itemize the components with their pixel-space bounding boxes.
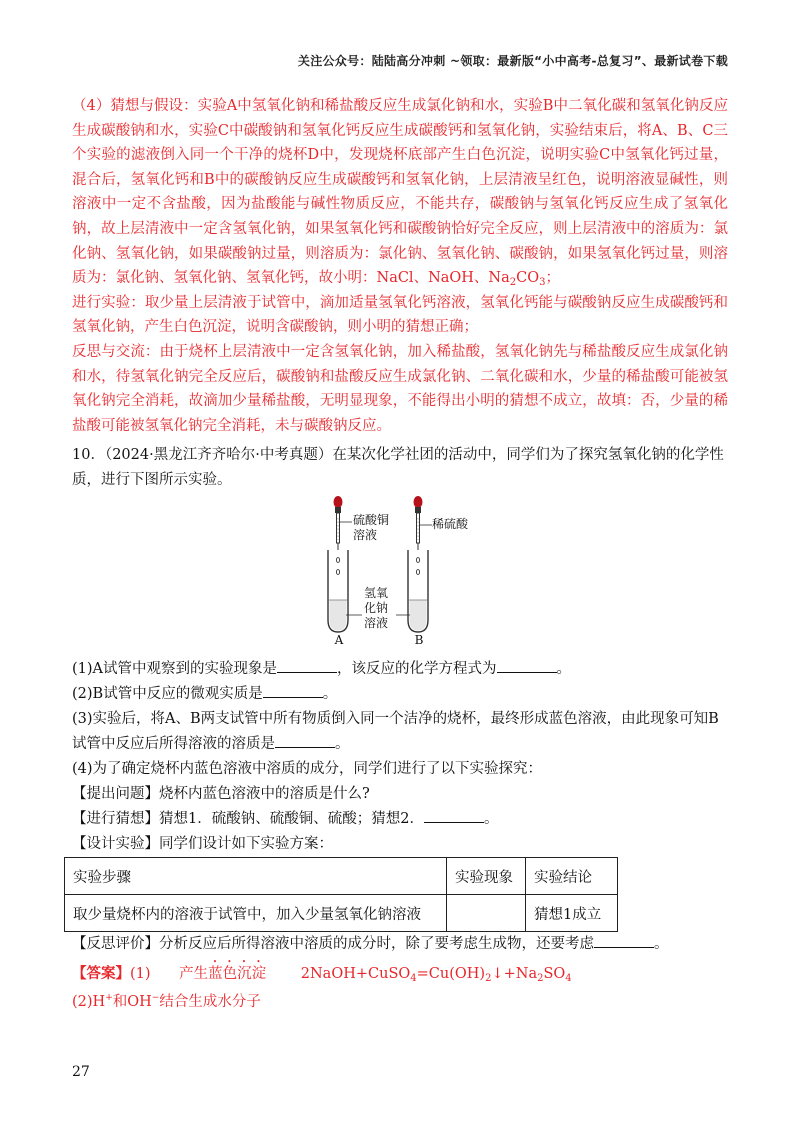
- table-header-row: [65, 858, 618, 895]
- table-header-cell: 实验结论: [526, 858, 618, 895]
- table-header-cell: 实验现象: [447, 858, 526, 895]
- question-10-3: (3)实验后，将A、B两支试管中所有物质倒入同一个洁净的烧杯，最终形成蓝色溶液，由此现象可知B试管中反应后所得溶液的溶质是 。: [72, 711, 719, 752]
- table-cell: 取少量烧杯内的溶液于试管中，加入少量氢氧化钠溶液: [65, 895, 447, 932]
- experiment-text: 进行实验：取少量上层清液于试管中，滴加适量氢氧化钙溶液，氢氧化钙能与碳酸钠反应生成碳酸钙和氢氧化钠，产生白色沉淀，说明含碳酸钠，则小明的猜想正确；: [72, 294, 728, 336]
- page-number: 27: [72, 1064, 90, 1080]
- blank-1b[interactable]: [497, 658, 557, 673]
- design-line: 【设计实验】同学们设计如下实验方案：: [72, 836, 333, 852]
- ask-question: 【提出问题】烧杯内蓝色溶液中的溶质是什么?: [72, 786, 370, 802]
- blank-2[interactable]: [263, 683, 323, 698]
- question-10-4: (4)为了确定烧杯内蓝色溶液中溶质的成分，同学们进行了以下实验探究：: [72, 761, 543, 777]
- blank-guess[interactable]: [424, 808, 484, 823]
- blank-1a[interactable]: [277, 658, 337, 673]
- question-10-1: (1)A试管中观察到的实验现象是 ，该反应的化学方程式为 。: [72, 657, 728, 682]
- table-row: [65, 895, 618, 932]
- answer-line-2: (2)H+和OH−结合生成水分子: [72, 993, 261, 1010]
- question-10-stem: 10．（2024·黑龙江齐齐哈尔·中考真题）在某次化学社团的活动中，同学们为了探究氢氧化钠的化学性质，进行下图所示实验。: [72, 447, 724, 488]
- guess-line: 【进行猜想】猜想1．硫酸钠、硫酸铜、硫酸；猜想2． 。: [72, 807, 728, 832]
- answer-equation: $2NaOH+CuSO_4=Cu(OH)_2↓+Na_2SO_4$: [300, 966, 572, 984]
- blank-3[interactable]: [275, 733, 335, 748]
- experiment-plan-table: [64, 857, 618, 932]
- label-tube-a: A: [334, 633, 344, 647]
- reflection-text: 反思与交流：由于烧杯上层清液中一定含氢氧化钠，加入稀盐酸，氢氧化钠先与稀盐酸反应生成氯化钠和水，待氢氧化钠完全反应后，碳酸钠和盐酸反应生成氯化钠、二氧化碳和水，少量的稀盐酸可能被氢氧化钠完全消耗，故滴加少量稀盐酸，无明显现象，不能得出小明的猜想不成立，故填：否，少量的稀盐酸可能被氢氧化钠完全消耗，未与碳酸钠反应。: [72, 343, 728, 434]
- table-header-cell: 实验步骤: [65, 858, 447, 895]
- evaluation-line: 【反思评价】分析反应后所得溶液中溶质的成分时，除了要考虑生成物，还要考虑 。: [72, 932, 728, 957]
- label-naoh: 氢氧化钠溶液: [363, 586, 388, 630]
- dropper-b-icon: [414, 496, 423, 574]
- dropper-a-icon: [334, 496, 343, 574]
- answer-tag: 【答案】: [72, 965, 130, 982]
- label-h2so4: 稀硫酸: [432, 517, 469, 531]
- test-tube-figure: [310, 490, 469, 650]
- prev-answer-block: [72, 94, 728, 438]
- emphasized-phenomenon: 蓝色沉淀: [208, 966, 267, 982]
- table-cell[interactable]: [447, 895, 526, 932]
- page-header: 关注公众号：陆陆高分冲刺 ~领取：最新版“小中高考-总复习”、最新试卷下载: [297, 54, 728, 68]
- answer-line-1: 【答案】(1) 产生蓝色沉淀 $2NaOH+CuSO_4=Cu(OH)_2↓+Na_2SO_4$: [72, 965, 572, 984]
- question-10-2: (2)B试管中反应的微观实质是 。: [72, 682, 728, 707]
- blank-eval[interactable]: [594, 933, 654, 948]
- hypothesis-text: （4）猜想与假设：实验A中氢氧化钠和稀盐酸反应生成氯化钠和水，实验B中二氧化碳和氢氧化钠反应生成碳酸钠和水，实验C中碳酸钠和氢氧化钙反应生成碳酸钙和氢氧化钠，实验结束后，将A、B、C三个实验的滤液倒入同一个干净的烧杯D中，发现烧杯底部产生白色沉淀，说明实验C中氢氧化钙过量，混合后，氢氧化钙和B中的碳酸钠反应生成碳酸钙和氢氧化钠，上层清液呈红色，说明溶液显碱性，则溶液中一定不含盐酸，因为盐酸能与碱性物质反应，不能共存，碳酸钠与氢氧化钙反应生成了氢氧化钠，故上层清液中一定含氢氧化钠，如果氢氧化钙和碳酸钠恰好完全反应，则上层清液中的溶质为：氯化钠、氢氧化钠，如果碳酸钠过量，则溶质为：氯化钠、氢氧化钠、碳酸钠，如果氢氧化钙过量，则溶质为：氯化钠、氢氧化钠、氢氧化钙，故小明：NaCl、NaOH、$Na_2CO_3$；: [72, 98, 728, 289]
- label-tube-b: B: [414, 633, 424, 647]
- label-cuso4: 硫酸铜溶液: [353, 513, 390, 542]
- table-cell: 猜想1成立: [526, 895, 618, 932]
